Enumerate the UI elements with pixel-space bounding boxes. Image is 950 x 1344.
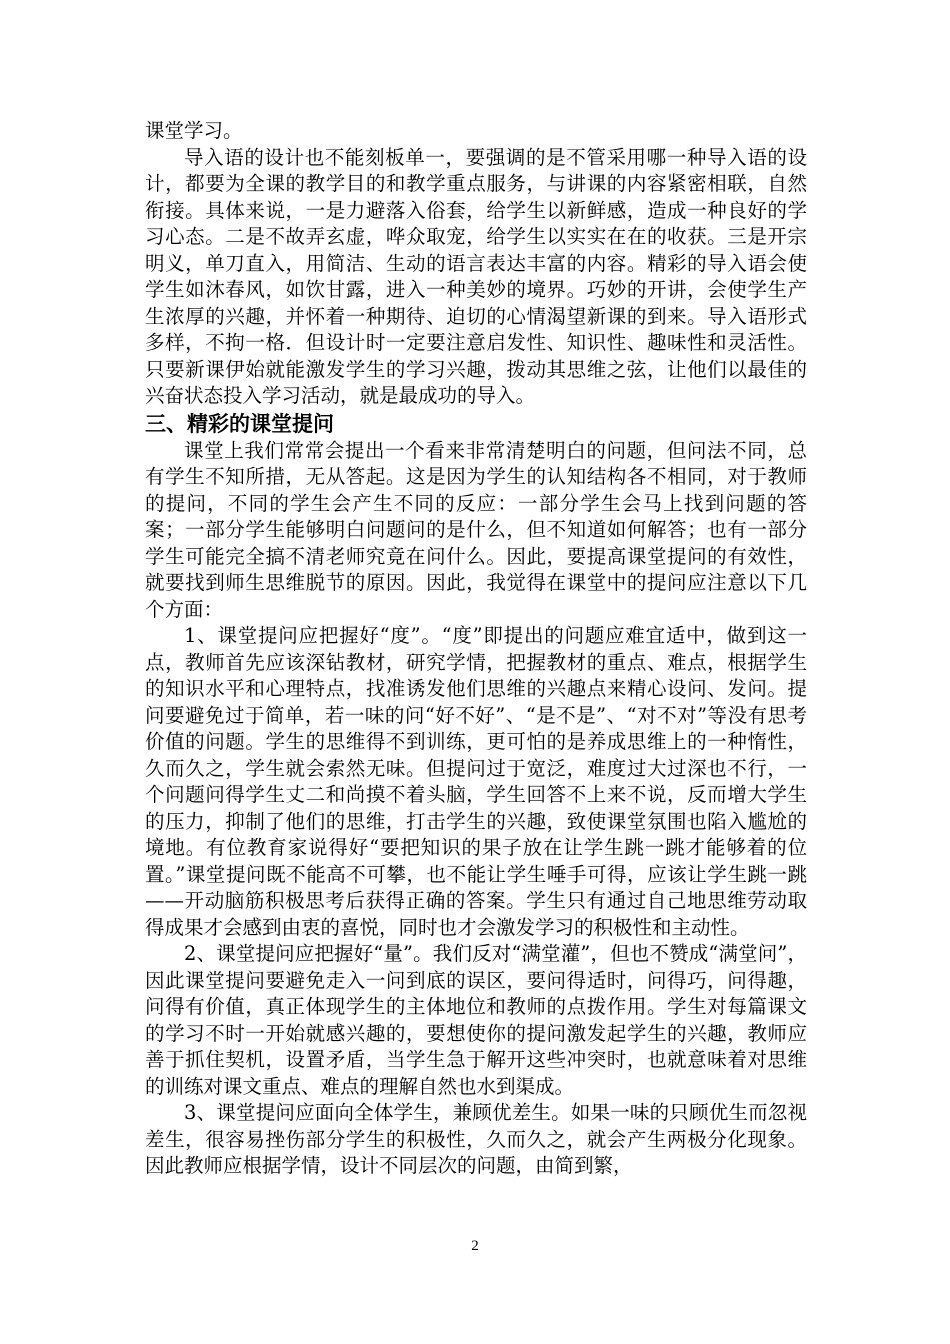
paragraph-point-2: 2、课堂提问应把握好“量”。我们反对“满堂灌”，但也不赞成“满堂问”，因此课堂提问要避免走入一问到底的误区，要问得适时，问得巧，问得趣，问得有价值，真正体现学生的主体地位和教师的点拨作用。学生对每篇课文的学习不时一开始就感兴趣的，要想使你的提问激发起学生的兴趣，教师应善于抓住契机，设置矛盾，当学生急于解开这些冲突时，也就意味着对思维的训练对课文重点、难点的理解自然也水到渠成。 xyxy=(145,942,807,1098)
paragraph-question-overview: 课堂上我们常常会提出一个看来非常清楚明白的问题，但问法不同，总有学生不知所措，无从答起。这是因为学生的认知结构各不相同，对于教师的提问，不同的学生会产生不同的反应：一部分学生会马上找到问题的答案；一部分学生能够明白问题问的是什么，但不知道如何解答；也有一部分学生可能完全搞不清老师究竟在问什么。因此，要提高课堂提问的有效性，就要找到师生思维脱节的原因。因此，我觉得在课堂中的提问应注意以下几个方面： xyxy=(145,438,807,621)
paragraph-intro-design: 导入语的设计也不能刻板单一，要强调的是不管采用哪一种导入语的设计，都要为全课的教学目的和教学重点服务，与讲课的内容紧密相联，自然衔接。具体来说，一是力避落入俗套，给学生以新鲜感，造成一种良好的学习心态。二是不故弄玄虚，哗众取宠，给学生以实实在在的收获。三是开宗明义，单刀直入，用简洁、生动的语言表达丰富的内容。精彩的导入语会使学生如沐春风，如饮甘露，进入一种美妙的境界。巧妙的开讲，会使学生产生浓厚的兴趣，并怀着一种期待、迫切的心情渴望新课的到来。导入语形式多样，不拘一格．但设计时一定要注意启发性、知识性、趣味性和灵活性。只要新课伊始就能激发学生的学习兴趣，拨动其思维之弦，让他们以最佳的兴奋状态投入学习活动，就是最成功的导入。 xyxy=(145,145,807,407)
section-heading: 三、精彩的课堂提问 xyxy=(145,411,334,436)
paragraph-continuation: 课堂学习。 xyxy=(145,119,243,142)
paragraph-point-3: 3、课堂提问应面向全体学生，兼顾优差生。如果一味的只顾优生而忽视差生，很容易挫伤部分学生的积极性，久而久之，就会产生两极分化现象。因此教师应根据学情，设计不同层次的问题，由简到繁， xyxy=(145,1101,807,1177)
document-page xyxy=(145,118,807,1180)
page-number: 2 xyxy=(471,1238,479,1254)
paragraph-point-1: 1、课堂提问应把握好“度”。“度”即提出的问题应难宜适中，做到这一点，教师首先应该深钻教材，研究学情，把握教材的重点、难点，根据学生的知识水平和心理特点，找准诱发他们思维的兴趣点来精心设问、发问。提问要避免过于简单，若一味的问“好不好”、“是不是”、“对不对”等没有思考价值的问题。学生的思维得不到训练，更可怕的是养成思维上的一种惰性，久而久之，学生就会索然无味。但提问过于宽泛，难度过大过深也不行，一个问题问得学生丈二和尚摸不着头脑，学生回答不上来不说，反而增大学生的压力，抑制了他们的思维，打击学生的兴趣，致使课堂氛围也陷入尴尬的境地。有位教育家说得好“要把知识的果子放在让学生跳一跳才能够着的位置。”课堂提问既不能高不可攀，也不能让学生唾手可得，应该让学生跳一跳——开动脑筋积极思考后获得正确的答案。学生只有通过自己地思维劳动取得成果才会感到由衷的喜悦，同时也才会激发学习的积极性和主动性。 xyxy=(145,624,807,939)
